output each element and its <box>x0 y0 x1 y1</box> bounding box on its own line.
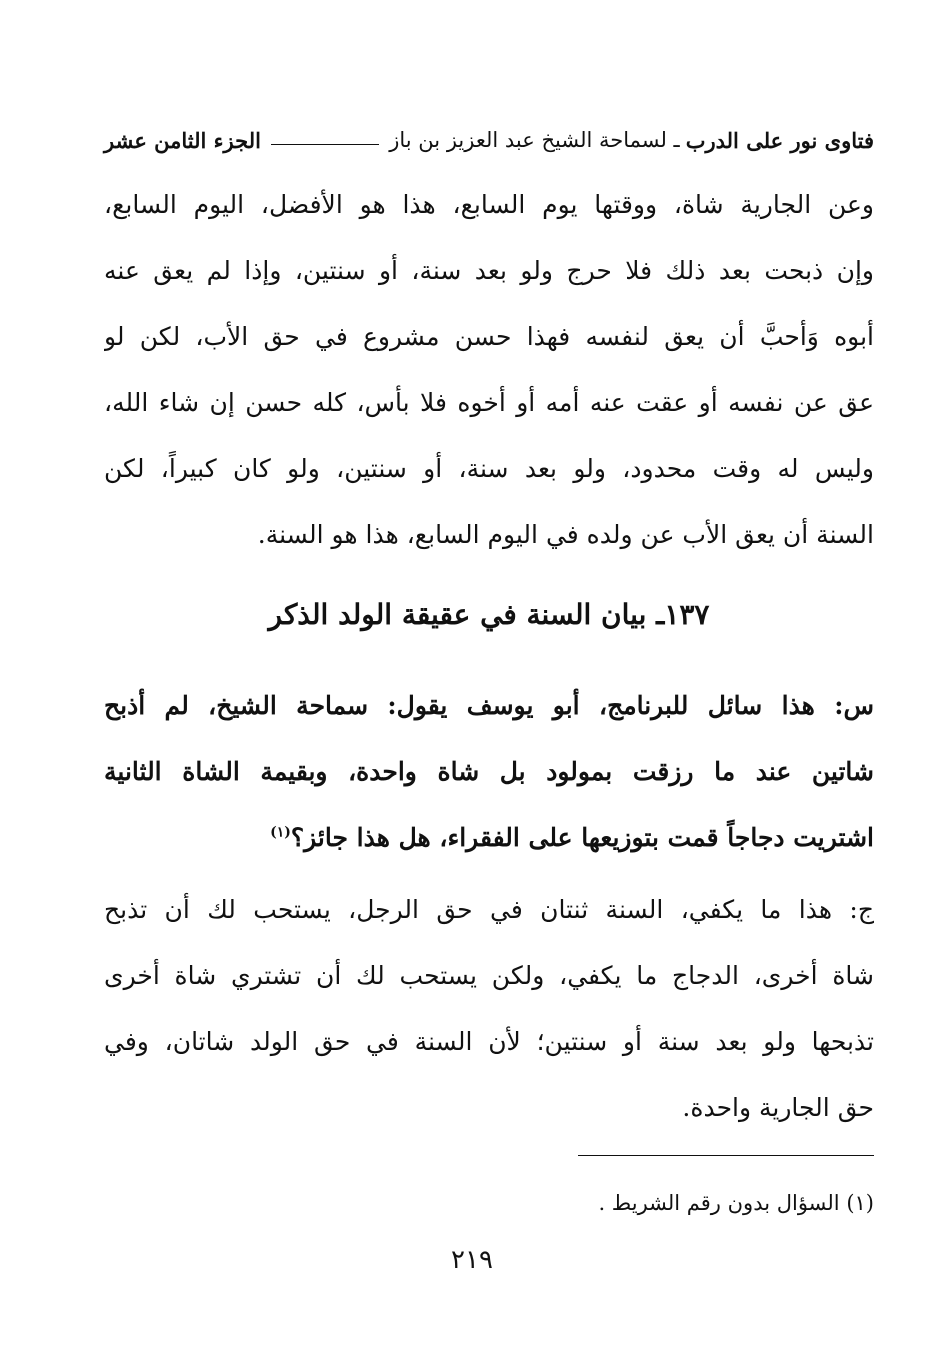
footnote-reference: (١) <box>270 824 291 841</box>
author-name: ـ لسماحة الشيخ عبد العزيز بن باز <box>389 128 680 152</box>
text-line: وإن ذبحت بعد ذلك فلا حرج ولو بعد سنة، أو سنتين، وإذا لم يعق عنه <box>104 256 874 285</box>
answer-line: تذبحها ولو بعد سنة أو سنتين؛ لأن السنة في حق الولد شاتان، وفي <box>104 1027 874 1056</box>
paragraph-continuation <box>104 172 874 568</box>
footnote: (١) السؤال بدون رقم الشريط . <box>598 1191 874 1215</box>
text-line: السنة أن يعق الأب عن ولده في اليوم السابع، هذا هو السنة. <box>257 520 874 549</box>
answer-block <box>104 877 874 1141</box>
header-rule <box>271 144 379 145</box>
question-block <box>104 673 874 871</box>
answer-line: شاة أخرى، الدجاج ما يكفي، ولكن يستحب لك أن تشتري شاة أخرى <box>104 961 874 990</box>
text-line: وليس له وقت محدود، ولو بعد سنة، أو سنتين، ولو كان كبيراً، لكن <box>104 454 874 483</box>
running-header <box>104 120 874 160</box>
question-text: اشتريت دجاجاً قمت بتوزيعها على الفقراء، هل هذا جائز؟ <box>290 823 874 852</box>
answer-line: ج: هذا ما يكفي، السنة ثنتان في حق الرجل، يستحب لك أن تذبح <box>104 895 874 924</box>
answer-line: حق الجارية واحدة. <box>682 1093 874 1122</box>
text-line: عق عن نفسه أو عقت عنه أمه أو أخوه فلا بأس، كله حسن إن شاء الله، <box>104 388 874 417</box>
text-line: وعن الجارية شاة، ووقتها يوم السابع، هذا هو الأفضل، اليوم السابع، <box>104 190 874 219</box>
book-title: فتاوى نور على الدرب <box>685 127 874 153</box>
question-line: شاتين عند ما رزقت بمولود بل شاة واحدة، وبقيمة الشاة الثانية <box>104 757 874 786</box>
page-number: ٢١٩ <box>451 1245 493 1275</box>
footnote-separator <box>578 1155 874 1156</box>
volume-part: الجزء الثامن عشر <box>104 127 261 153</box>
text-line: أبوه وَأحبَّ أن يعق لنفسه فهذا حسن مشروع في حق الأب، لكن لو <box>104 322 874 351</box>
question-line: س: هذا سائل للبرنامج، أبو يوسف يقول: سماحة الشيخ، لم أذبح <box>104 691 874 720</box>
question-line-last <box>104 805 874 871</box>
section-heading: ١٣٧ـ بيان السنة في عقيقة الولد الذكر <box>268 598 710 631</box>
